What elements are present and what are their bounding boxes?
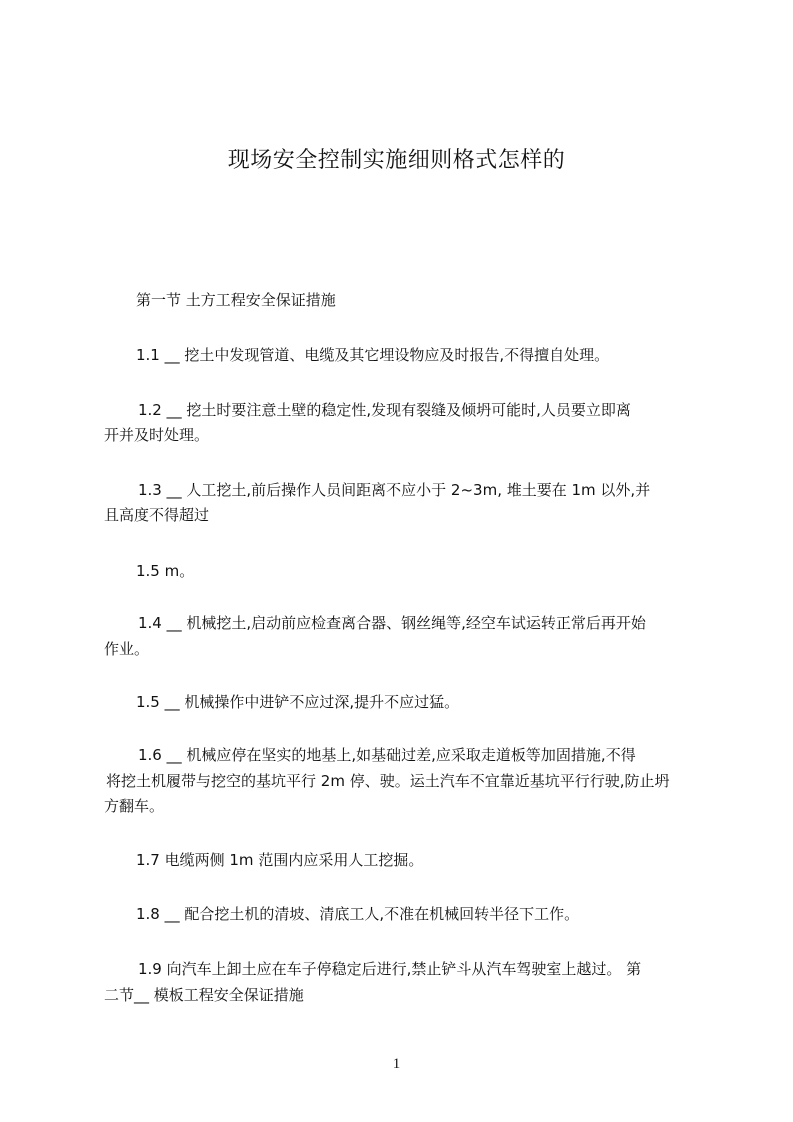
paragraph-line: 1.7 电缆两侧 1m 范围内应采用人工挖掘。 [136,851,424,869]
paragraph-line: 1.5 __ 机械操作中进铲不应过深,提升不应过猛。 [136,693,460,711]
page-number: 1 [392,1056,401,1072]
paragraph-line: 作业。 [104,640,150,658]
section-heading: 第一节 土方工程安全保证措施 [136,291,336,309]
section-heading: 二节__ 模板工程安全保证措施 [104,986,304,1004]
paragraph-line: 1.8 __ 配合挖土机的清坡、清底工人,不准在机械回转半径下工作。 [136,905,580,923]
paragraph-line: 1.9 向汽车上卸土应在车子停稳定后进行,禁止铲斗从汽车驾驶室上越过。 第 [138,960,642,978]
paragraph-line: 且高度不得超过 [104,506,210,524]
paragraph-line: 将挖土机履带与挖空的基坑平行 2m 停、驶。运土汽车不宜靠近基坑平行行驶,防止坍 [106,772,670,790]
paragraph-line: 1.6 __ 机械应停在坚实的地基上,如基础过差,应采取走道板等加固措施,不得 [138,746,636,764]
paragraph-line: 方翻车。 [104,797,165,815]
document-title: 现场安全控制实施细则格式怎样的 [227,148,566,173]
paragraph-line: 1.2 __ 挖土时要注意土壁的稳定性,发现有裂缝及倾坍可能时,人员要立即离 [138,401,631,419]
paragraph-line: 1.4 __ 机械挖土,启动前应检查离合器、钢丝绳等,经空车试运转正常后再开始 [138,614,646,632]
paragraph-line: 1.3 __ 人工挖土,前后操作人员间距离不应小于 2~3m, 堆土要在 1m 以外,并 [138,481,651,499]
paragraph-line: 1.5 m。 [136,562,195,580]
paragraph-line: 开并及时处理。 [104,426,210,444]
paragraph-line: 1.1 __ 挖土中发现管道、电缆及其它埋设物应及时报告,不得擅自处理。 [136,346,610,364]
